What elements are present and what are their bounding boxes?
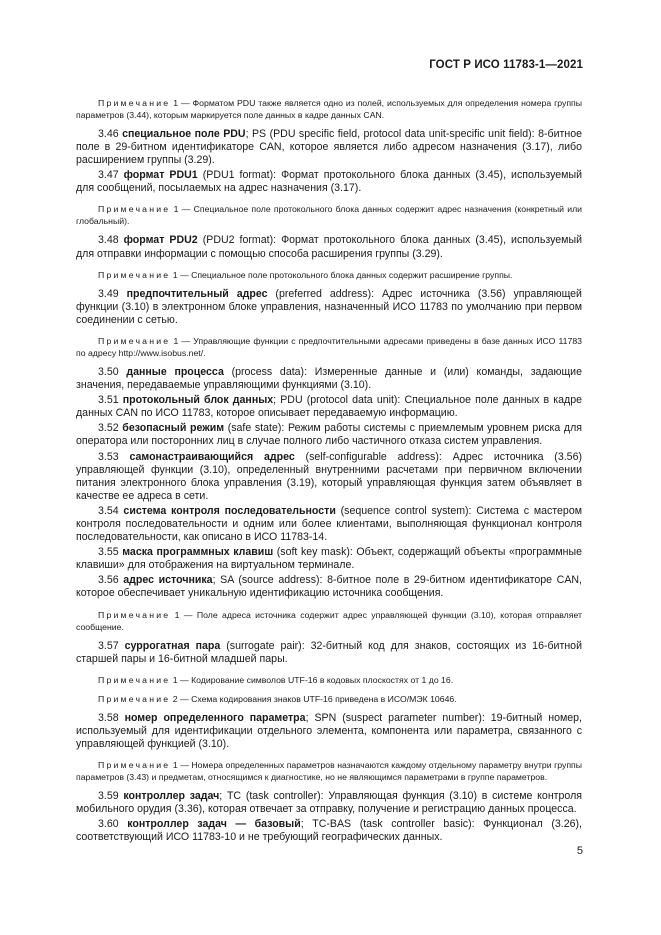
note-label: Примечание [98, 269, 171, 280]
page-content [76, 88, 582, 846]
term-entry [76, 169, 582, 195]
term-entry [76, 394, 582, 420]
term-number: 3.47 [98, 169, 119, 182]
term-entry [76, 366, 582, 392]
term-definition: ; SA (source address): 8-битное поле в 29-битном идентификаторе CAN, которое обеспечивает уникальную идентификацию источника сообщения. [76, 574, 582, 600]
term-definition: (PDU1 format): Формат протокольного блока данных (3.45), используемый для сообщений, посылаемых на адрес назначения (3.17). [76, 169, 582, 195]
note-label: Примечание [98, 693, 171, 704]
term-name: контроллер задач [123, 790, 220, 802]
note-entry: Примечание 1 — Специальное поле протокольного блока данных содержит адрес назначения (конкретный или глобальный). [76, 204, 582, 227]
term-entry [76, 790, 582, 816]
note-label: Примечание [98, 609, 171, 620]
term-entry [76, 546, 582, 572]
note-number: 1 [173, 98, 179, 108]
note-number: 2 [172, 693, 178, 704]
note-entry: Примечание 1 — Кодирование символов UTF-16 в кодовых плоскостях от 1 до 16. [98, 674, 454, 685]
note-text: Схема кодирования знаков UTF-16 приведена в ИСО/МЭК 10646. [191, 693, 457, 704]
note-label: Примечание [98, 760, 171, 770]
term-number: 3.52 [98, 422, 119, 435]
note-label: Примечание [98, 204, 171, 215]
term-number: 3.51 [98, 394, 119, 407]
note-number: 1 [173, 335, 179, 346]
note-text: Форматом PDU также является одно из полей, используемых для определения номера группы параметров (3.44), которым маркируется поле данных в кадре данных CAN. [76, 98, 582, 120]
term-entry [76, 640, 582, 666]
term-definition: (surrogate pair): 32-битный код для знаков, состоящих из 16-битной старшей пары и 16-битной младшей пары. [76, 639, 582, 665]
term-entry [76, 574, 582, 600]
note-label: Примечание [98, 674, 171, 685]
term-name: контроллер задач — базовый [127, 818, 301, 831]
term-entry [76, 128, 582, 167]
term-name: система контроля последовательности [123, 504, 336, 517]
term-definition: (soft key mask): Объект, содержащий объекты «программные клавиши» для отображения на виртуальном терминале. [76, 546, 582, 572]
note-entry: Примечание 1 — Управляющие функции с предпочтительными адресами приведены в базе данных ИСО 11783 по адресу http://www.isobus.net/. [76, 335, 582, 358]
term-name: специальное поле PDU [122, 128, 246, 140]
term-entry [76, 234, 582, 260]
note-number: 1 [172, 760, 178, 770]
term-number: 3.58 [98, 711, 119, 724]
term-definition: ; TC-BAS (task controller basic): Функционал (3.26), соответствующий ИСО 11783-10 и не требующий географических данных. [76, 818, 582, 844]
note-entry: Примечание 2 — Схема кодирования знаков UTF-16 приведена в ИСО/МЭК 10646. [98, 693, 457, 704]
term-name: суррогатная пара [124, 639, 221, 652]
term-number: 3.50 [98, 365, 119, 378]
term-entry [76, 505, 582, 544]
term-number: 3.55 [98, 546, 119, 559]
term-name: протокольный блок данных [122, 394, 274, 407]
term-number: 3.49 [98, 287, 119, 300]
term-name: самонастраивающийся адрес [129, 450, 295, 463]
term-number: 3.59 [98, 790, 119, 802]
page-number: 5 [576, 845, 583, 857]
note-text: Кодирование символов UTF-16 в кодовых плоскостях от 1 до 16. [191, 674, 454, 685]
term-entry [76, 818, 582, 844]
term-name: предпочтительный адрес [126, 287, 268, 300]
note-label: Примечание [98, 98, 171, 108]
note-entry: Примечание 1 — Поле адреса источника содержит адрес управляющей функции (3.10), которая отправляет сообщение. [76, 609, 582, 632]
term-definition: (PDU2 format): Формат протокольного блока данных (3.45), используемый для отправки информации с помощью способа расширения группы (3.29). [76, 234, 582, 260]
term-number: 3.48 [98, 234, 119, 247]
note-text: Управляющие функции с предпочтительными адресами приведены в базе данных ИСО 11783 по адресу http://www.isobus.net/. [76, 335, 582, 358]
term-name: маска программных клавиш [122, 546, 274, 559]
term-number: 3.60 [98, 818, 119, 831]
note-label: Примечание [98, 335, 171, 346]
term-definition: (process data): Измеренные данные и (или) команды, задающие значения, передаваемые управляющими функциями (3.10). [76, 365, 582, 392]
term-name: номер определенного параметра [124, 711, 306, 724]
term-entry [76, 288, 582, 327]
term-definition: (sequence control system): Система с мастером контроля последовательности и одним или более клиентами, выполняющая функционал контроля последовательности, как описано в ИСО 11783-14. [76, 504, 582, 544]
note-entry: Примечание 1 — Форматом PDU также является одно из полей, используемых для определения номера группы параметров (3.44), которым маркируется поле данных в кадре данных CAN. [76, 98, 582, 120]
term-entry [76, 451, 582, 503]
note-text: Поле адреса источника содержит адрес управляющей функции (3.10), которая отправляет сообщение. [76, 609, 582, 632]
note-number: 1 [172, 269, 178, 280]
note-number: 1 [173, 204, 179, 215]
term-definition: ; SPN (suspect parameter number): 19-битный номер, используемый для идентификации отдельного элемента, компонента или параметра, связанного с управляющей функцией (3.10). [76, 711, 582, 750]
term-number: 3.57 [98, 639, 119, 652]
note-text: Специальное поле протокольного блока данных содержит адрес назначения (конкретный или глобальный). [76, 204, 582, 227]
note-text: Номера определенных параметров назначаются каждому отдельному параметру внутри группы параметров (3.43) и предметам, относящимся к диагностике, но не являющимся параметрами в группе параметров. [76, 760, 583, 782]
term-definition: ; PDU (protocol data unit): Специальное поле данных в кадре данных CAN по ИСО 11783, которое описывает передаваемую информацию. [76, 394, 582, 420]
term-definition: (self-configurable address): Адрес источника (3.56) управляющей функции (3.10), определенный внутренними расчетами при первичном включении питания электронного блока управления (3.19), который управляющая функция затем объявляет в качестве ее адреса в сети. [76, 450, 582, 502]
term-name: данные процесса [126, 365, 224, 378]
term-definition: ; PS (PDU specific field, protocol data unit-specific unit field): 8-битное поле в 29-битном идентификаторе CAN, которое является либо адресом назначения (3.17), либо расширением группы (3.29). [76, 128, 582, 167]
term-definition: (preferred address): Адрес источника (3.56) управляющей функции (3.10) в электронном блоке управления, назначенный ИСО 11783 по умолчанию при первом соединении с сетью. [76, 287, 582, 326]
note-entry: Примечание 1 — Специальное поле протокольного блока данных содержит расширение группы. [98, 269, 513, 280]
term-definition: (safe state): Режим работы системы с приемлемым уровнем риска для оператора или посторонних лиц в случае полного либо частичного отказа систем управления. [76, 422, 582, 448]
note-text: Специальное поле протокольного блока данных содержит расширение группы. [191, 269, 513, 280]
term-entry [76, 712, 582, 751]
term-name: формат PDU2 [123, 234, 198, 247]
term-number: 3.56 [98, 574, 119, 587]
term-number: 3.53 [98, 450, 119, 463]
term-number: 3.46 [98, 128, 119, 140]
note-number: 1 [172, 674, 178, 685]
note-entry: Примечание 1 — Номера определенных параметров назначаются каждому отдельному параметру внутри группы параметров (3.43) и предметам, относящимся к диагностике, но не являющимся параметрами в группе параметров. [76, 760, 583, 782]
term-number: 3.54 [98, 504, 119, 517]
term-name: формат PDU1 [123, 169, 198, 182]
term-entry [76, 422, 582, 448]
document-header: ГОСТ Р ИСО 11783-1—2021 [429, 59, 583, 71]
note-number: 1 [174, 609, 180, 620]
term-definition: ; TC (task controller): Управляющая функция (3.10) в системе контроля мобильного орудия (3.36), которая отвечает за отправку, получение и регистрацию данных процесса. [76, 790, 582, 816]
term-name: адрес источника [123, 574, 213, 587]
term-name: безопасный режим [122, 422, 225, 435]
